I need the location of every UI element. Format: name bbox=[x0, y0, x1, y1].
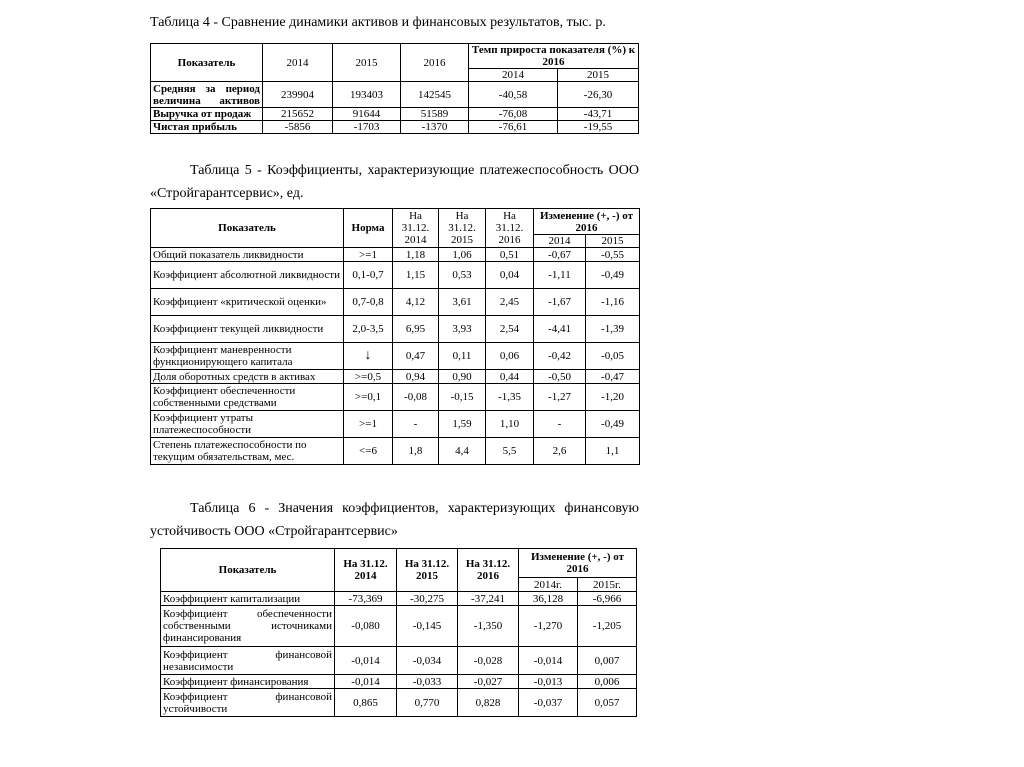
t5-cell: -1,20 bbox=[586, 384, 640, 411]
t5-row-name: Коэффициент абсолютной ликвидности bbox=[151, 262, 344, 289]
t5-cell: -0,42 bbox=[534, 343, 586, 370]
t6-cell: -0,027 bbox=[458, 675, 519, 689]
table-row bbox=[151, 316, 640, 343]
t5-cell: 0,44 bbox=[486, 370, 534, 384]
t5-header-change: Изменение (+, -) от 2016 bbox=[534, 209, 640, 235]
t6-cell: -0,080 bbox=[335, 606, 397, 647]
t6-cell: 0,828 bbox=[458, 689, 519, 717]
t5-cell: 1,1 bbox=[586, 438, 640, 465]
table-row bbox=[161, 606, 637, 647]
t5-cell: 4,12 bbox=[393, 289, 439, 316]
t6-row-name: Коэффициент обеспеченности собственными источниками финансирования bbox=[161, 606, 335, 647]
table-6-caption-line1: Таблица 6 - Значения коэффициентов, характеризующих финансовую bbox=[190, 501, 639, 516]
t5-header-change-2015: 2015 bbox=[586, 235, 640, 248]
t6-cell: -0,145 bbox=[397, 606, 458, 647]
t5-cell: 1,18 bbox=[393, 248, 439, 262]
t5-cell: -0,50 bbox=[534, 370, 586, 384]
table-4-caption: Таблица 4 - Сравнение динамики активов и финансовых результатов, тыс. р. bbox=[150, 15, 606, 30]
t6-cell: 0,057 bbox=[578, 689, 637, 717]
t6-cell: -0,014 bbox=[335, 647, 397, 675]
t6-header-change-2014: 2014г. bbox=[519, 578, 578, 592]
table-row bbox=[151, 370, 640, 384]
t5-cell: 0,94 bbox=[393, 370, 439, 384]
t4-row-name: Средняя за период величина активов bbox=[151, 82, 263, 108]
t6-row-name: Коэффициент капитализации bbox=[161, 592, 335, 606]
table-row bbox=[151, 384, 640, 411]
t4-header-2014: 2014 bbox=[263, 44, 333, 82]
t4-cell: -26,30 bbox=[558, 82, 639, 108]
t5-cell: -1,16 bbox=[586, 289, 640, 316]
t4-cell: -40,58 bbox=[469, 82, 558, 108]
t6-row-name: Коэффициент финансовой устойчивости bbox=[161, 689, 335, 717]
t6-cell: -1,270 bbox=[519, 606, 578, 647]
table-row bbox=[151, 82, 639, 108]
table-row bbox=[151, 343, 640, 370]
t6-cell: -73,369 bbox=[335, 592, 397, 606]
t6-header-date-2014: На 31.12. 2014 bbox=[335, 549, 397, 592]
t6-cell: -37,241 bbox=[458, 592, 519, 606]
t6-cell: -0,013 bbox=[519, 675, 578, 689]
t6-cell: -0,037 bbox=[519, 689, 578, 717]
t5-row-name: Коэффициент текущей ликвидности bbox=[151, 316, 344, 343]
t5-cell: -4,41 bbox=[534, 316, 586, 343]
t5-cell: -1,11 bbox=[534, 262, 586, 289]
t6-cell: 0,770 bbox=[397, 689, 458, 717]
t6-cell: -0,028 bbox=[458, 647, 519, 675]
t4-cell: 142545 bbox=[401, 82, 469, 108]
t5-cell: >=1 bbox=[344, 248, 393, 262]
t6-cell: -0,034 bbox=[397, 647, 458, 675]
t5-cell: 2,45 bbox=[486, 289, 534, 316]
t6-cell: 36,128 bbox=[519, 592, 578, 606]
t5-cell: -0,05 bbox=[586, 343, 640, 370]
t5-cell: 1,15 bbox=[393, 262, 439, 289]
t4-cell: -43,71 bbox=[558, 108, 639, 121]
t5-cell: 3,93 bbox=[439, 316, 486, 343]
t6-cell: -0,014 bbox=[519, 647, 578, 675]
t5-cell: - bbox=[393, 411, 439, 438]
table-5-caption-line2: «Стройгарантсервис», ед. bbox=[150, 186, 304, 201]
t6-cell: -0,033 bbox=[397, 675, 458, 689]
t4-cell: -76,61 bbox=[469, 121, 558, 134]
t4-row-name: Чистая прибыль bbox=[151, 121, 263, 134]
t5-header-date-2015: На 31.12. 2015 bbox=[439, 209, 486, 248]
t5-header-date-2014: На 31.12. 2014 bbox=[393, 209, 439, 248]
t5-cell: 2,0-3,5 bbox=[344, 316, 393, 343]
t5-cell: -0,49 bbox=[586, 262, 640, 289]
t4-cell: -19,55 bbox=[558, 121, 639, 134]
t5-cell: 0,1-0,7 bbox=[344, 262, 393, 289]
t4-header-growth-2015: 2015 bbox=[558, 69, 639, 82]
t5-cell: >=0,1 bbox=[344, 384, 393, 411]
t5-row-name: Коэффициент обеспеченности собственными средствами bbox=[151, 384, 344, 411]
table-4 bbox=[150, 43, 639, 134]
t5-header-date-2016: На 31.12. 2016 bbox=[486, 209, 534, 248]
t5-cell: <=6 bbox=[344, 438, 393, 465]
t4-header-2015: 2015 bbox=[333, 44, 401, 82]
table-row bbox=[161, 689, 637, 717]
t5-cell: 0,11 bbox=[439, 343, 486, 370]
t4-header-growth-2014: 2014 bbox=[469, 69, 558, 82]
t5-cell: 0,90 bbox=[439, 370, 486, 384]
t5-cell: 0,47 bbox=[393, 343, 439, 370]
table-row bbox=[151, 108, 639, 121]
t4-cell: 51589 bbox=[401, 108, 469, 121]
table-row bbox=[161, 675, 637, 689]
t5-row-name: Общий показатель ликвидности bbox=[151, 248, 344, 262]
t5-row-name: Коэффициент «критической оценки» bbox=[151, 289, 344, 316]
t6-header-date-2015: На 31.12. 2015 bbox=[397, 549, 458, 592]
t6-row-name: Коэффициент финансовой независимости bbox=[161, 647, 335, 675]
t4-cell: 91644 bbox=[333, 108, 401, 121]
table-6-caption-line2: устойчивость ООО «Стройгарантсервис» bbox=[150, 524, 398, 539]
table-row bbox=[151, 289, 640, 316]
t6-cell: 0,006 bbox=[578, 675, 637, 689]
t5-cell: 2,6 bbox=[534, 438, 586, 465]
t5-cell: -0,55 bbox=[586, 248, 640, 262]
t4-header-2016: 2016 bbox=[401, 44, 469, 82]
t6-cell: -30,275 bbox=[397, 592, 458, 606]
t5-cell: -0,08 bbox=[393, 384, 439, 411]
t4-cell: -1370 bbox=[401, 121, 469, 134]
t5-cell: 0,06 bbox=[486, 343, 534, 370]
t5-cell: 0,04 bbox=[486, 262, 534, 289]
t4-row-name: Выручка от продаж bbox=[151, 108, 263, 121]
t5-cell: -1,67 bbox=[534, 289, 586, 316]
t6-header-date-2016: На 31.12. 2016 bbox=[458, 549, 519, 592]
t5-cell: -1,27 bbox=[534, 384, 586, 411]
t5-row-name: Коэффициент утраты платежеспособности bbox=[151, 411, 344, 438]
t5-cell: -0,67 bbox=[534, 248, 586, 262]
t5-header-norm: Норма bbox=[344, 209, 393, 248]
table-row bbox=[161, 592, 637, 606]
table-row bbox=[151, 248, 640, 262]
t6-header-change: Изменение (+, -) от 2016 bbox=[519, 549, 637, 578]
t5-cell: 0,53 bbox=[439, 262, 486, 289]
table-row bbox=[161, 647, 637, 675]
t6-header-change-2015: 2015г. bbox=[578, 578, 637, 592]
t5-cell: 1,06 bbox=[439, 248, 486, 262]
t5-cell: >=1 bbox=[344, 411, 393, 438]
t5-cell: 1,10 bbox=[486, 411, 534, 438]
table-5 bbox=[150, 208, 640, 465]
t6-cell: -1,205 bbox=[578, 606, 637, 647]
t6-cell: -6,966 bbox=[578, 592, 637, 606]
t5-cell: 0,51 bbox=[486, 248, 534, 262]
t5-cell: -1,35 bbox=[486, 384, 534, 411]
t5-cell: 1,8 bbox=[393, 438, 439, 465]
t5-cell: 4,4 bbox=[439, 438, 486, 465]
t5-cell: 5,5 bbox=[486, 438, 534, 465]
t5-cell: -0,47 bbox=[586, 370, 640, 384]
t5-cell: 1,59 bbox=[439, 411, 486, 438]
t6-cell: -1,350 bbox=[458, 606, 519, 647]
table-6 bbox=[160, 548, 637, 717]
t4-header-indicator: Показатель bbox=[151, 44, 263, 82]
t5-cell: >=0,5 bbox=[344, 370, 393, 384]
t5-cell: -0,15 bbox=[439, 384, 486, 411]
t6-cell: -0,014 bbox=[335, 675, 397, 689]
t4-header-growth: Темп прироста показателя (%) к 2016 bbox=[469, 44, 639, 69]
t4-cell: -5856 bbox=[263, 121, 333, 134]
t5-cell: 6,95 bbox=[393, 316, 439, 343]
table-row bbox=[151, 438, 640, 465]
t5-cell: -1,39 bbox=[586, 316, 640, 343]
t5-header-change-2014: 2014 bbox=[534, 235, 586, 248]
table-row bbox=[151, 262, 640, 289]
t5-row-name: Доля оборотных средств в активах bbox=[151, 370, 344, 384]
t4-cell: 193403 bbox=[333, 82, 401, 108]
t4-cell: -76,08 bbox=[469, 108, 558, 121]
t4-cell: -1703 bbox=[333, 121, 401, 134]
t5-row-name: Степень платежеспособности по текущим обязательствам, мес. bbox=[151, 438, 344, 465]
t4-cell: 215652 bbox=[263, 108, 333, 121]
t5-header-indicator: Показатель bbox=[151, 209, 344, 248]
t6-cell: 0,865 bbox=[335, 689, 397, 717]
t5-cell: - bbox=[534, 411, 586, 438]
t6-row-name: Коэффициент финансирования bbox=[161, 675, 335, 689]
t4-cell: 239904 bbox=[263, 82, 333, 108]
table-5-caption-line1: Таблица 5 - Коэффициенты, характеризующие платежеспособность ООО bbox=[190, 163, 639, 178]
t5-cell: 3,61 bbox=[439, 289, 486, 316]
t5-row-name: Коэффициент маневренности функционирующего капитала bbox=[151, 343, 344, 370]
table-row bbox=[151, 411, 640, 438]
t5-cell: 0,7-0,8 bbox=[344, 289, 393, 316]
t5-cell: 2,54 bbox=[486, 316, 534, 343]
table-row bbox=[151, 121, 639, 134]
t5-cell: ↓ bbox=[344, 343, 393, 370]
t5-cell: -0,49 bbox=[586, 411, 640, 438]
t6-cell: 0,007 bbox=[578, 647, 637, 675]
t6-header-indicator: Показатель bbox=[161, 549, 335, 592]
